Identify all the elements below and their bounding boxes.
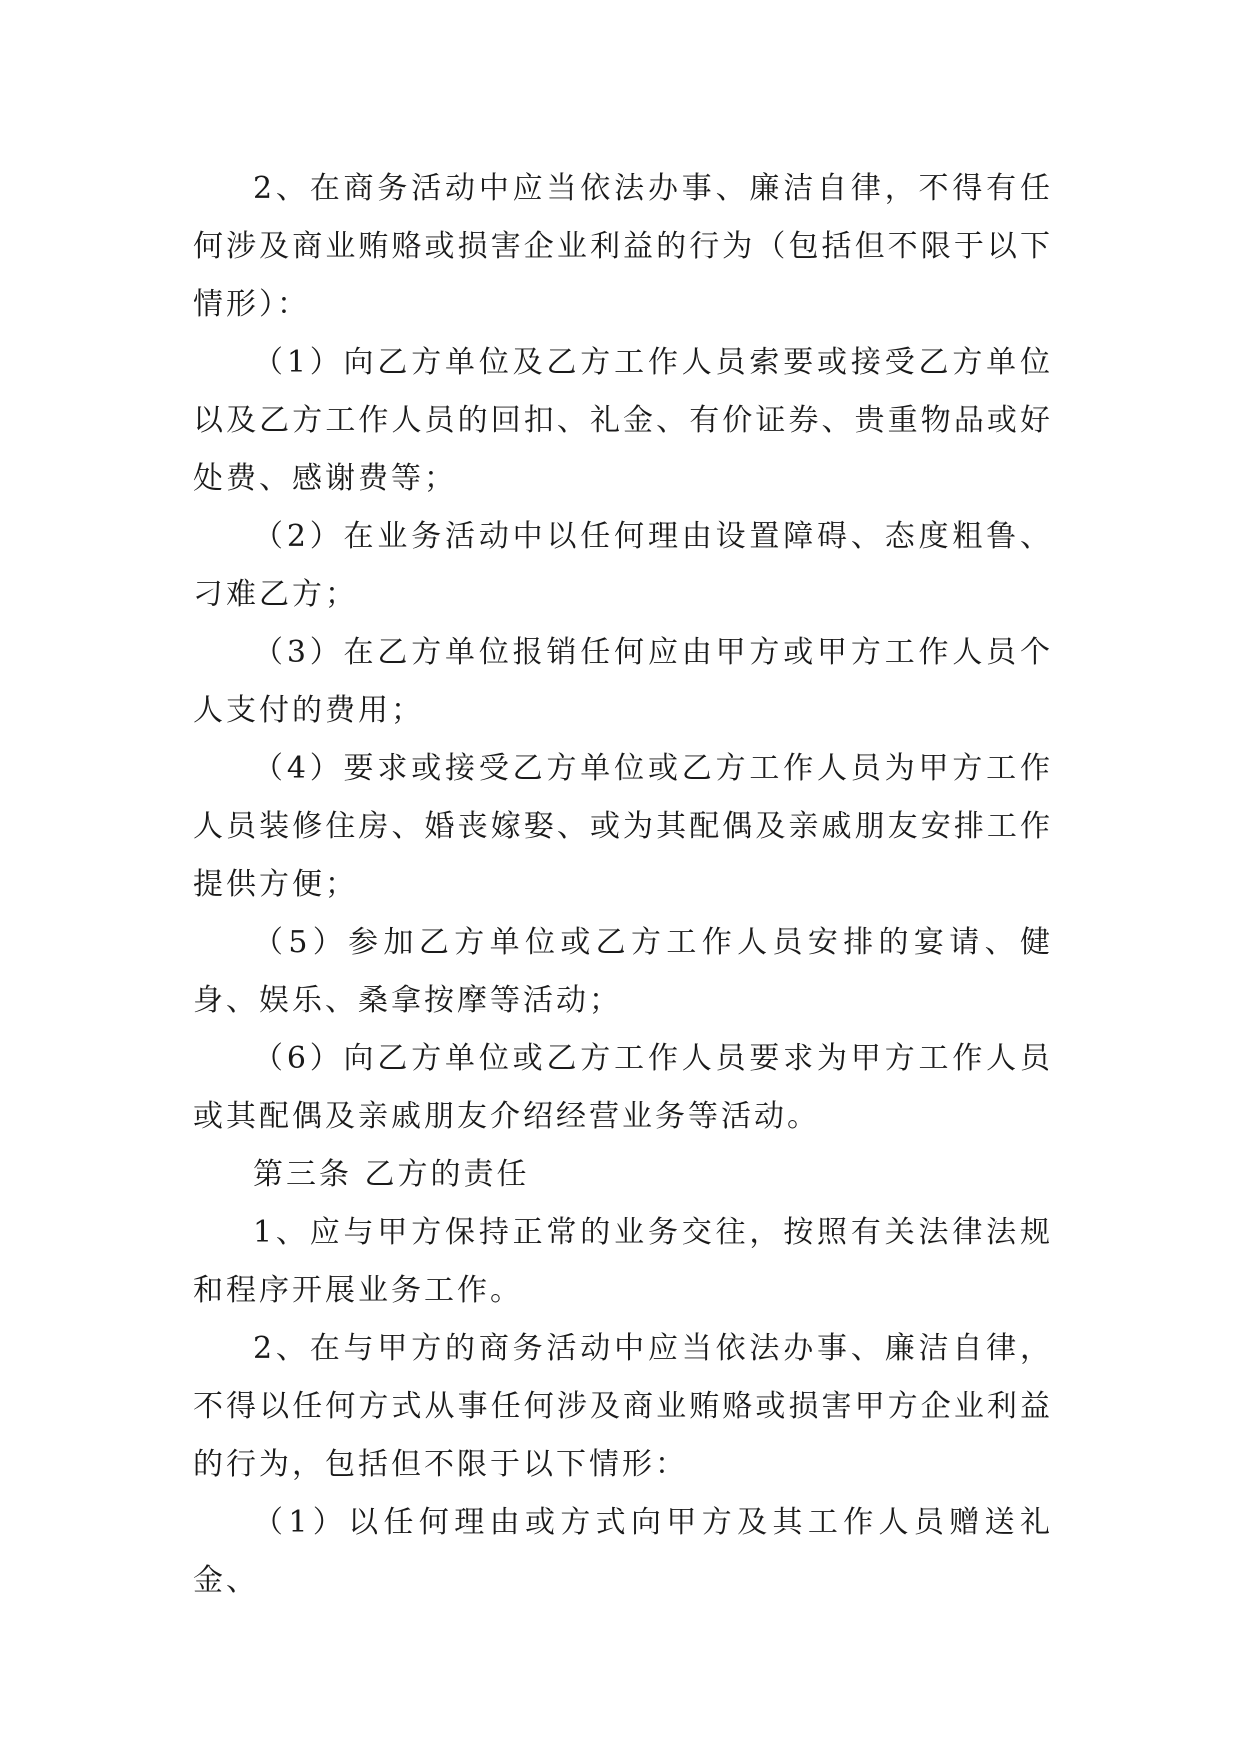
paragraph-party-b-item-1: （1）以任何理由或方式向甲方及其工作人员赠送礼金、	[193, 1505, 1053, 1598]
paragraph-item-5-entertainment: （5）参加乙方单位或乙方工作人员安排的宴请、健身、娱乐、桑拿按摩等活动；	[193, 925, 1053, 1018]
section-heading-article-3: 第三条 乙方的责任	[253, 1157, 530, 1192]
paragraph-item-4-favors: （4）要求或接受乙方单位或乙方工作人员为甲方工作人员装修住房、婚丧嫁娶、或为其配偶及亲戚朋友安排工作提供方便；	[193, 751, 1053, 902]
paragraph-item-1-kickbacks: （1）向乙方单位及乙方工作人员索要或接受乙方单位以及乙方工作人员的回扣、礼金、有价证券、贵重物品或好处费、感谢费等；	[193, 345, 1053, 496]
paragraph-clause-2-integrity: 2、在商务活动中应当依法办事、廉洁自律，不得有任何涉及商业贿赂或损害企业利益的行为（包括但不限于以下情形）：	[193, 171, 1053, 322]
paragraph-item-3-expenses: （3）在乙方单位报销任何应由甲方或甲方工作人员个人支付的费用；	[193, 635, 1053, 728]
document-body	[193, 160, 1053, 1610]
paragraph-party-b-clause-2: 2、在与甲方的商务活动中应当依法办事、廉洁自律，不得以任何方式从事任何涉及商业贿赂或损害甲方企业利益的行为，包括但不限于以下情形：	[193, 1331, 1053, 1482]
paragraph-party-b-clause-1: 1、应与甲方保持正常的业务交往，按照有关法律法规和程序开展业务工作。	[193, 1215, 1053, 1308]
paragraph-item-2-obstruction: （2）在业务活动中以任何理由设置障碍、态度粗鲁、刁难乙方；	[193, 519, 1053, 612]
paragraph-item-6-referrals: （6）向乙方单位或乙方工作人员要求为甲方工作人员或其配偶及亲戚朋友介绍经营业务等活动。	[193, 1041, 1053, 1134]
